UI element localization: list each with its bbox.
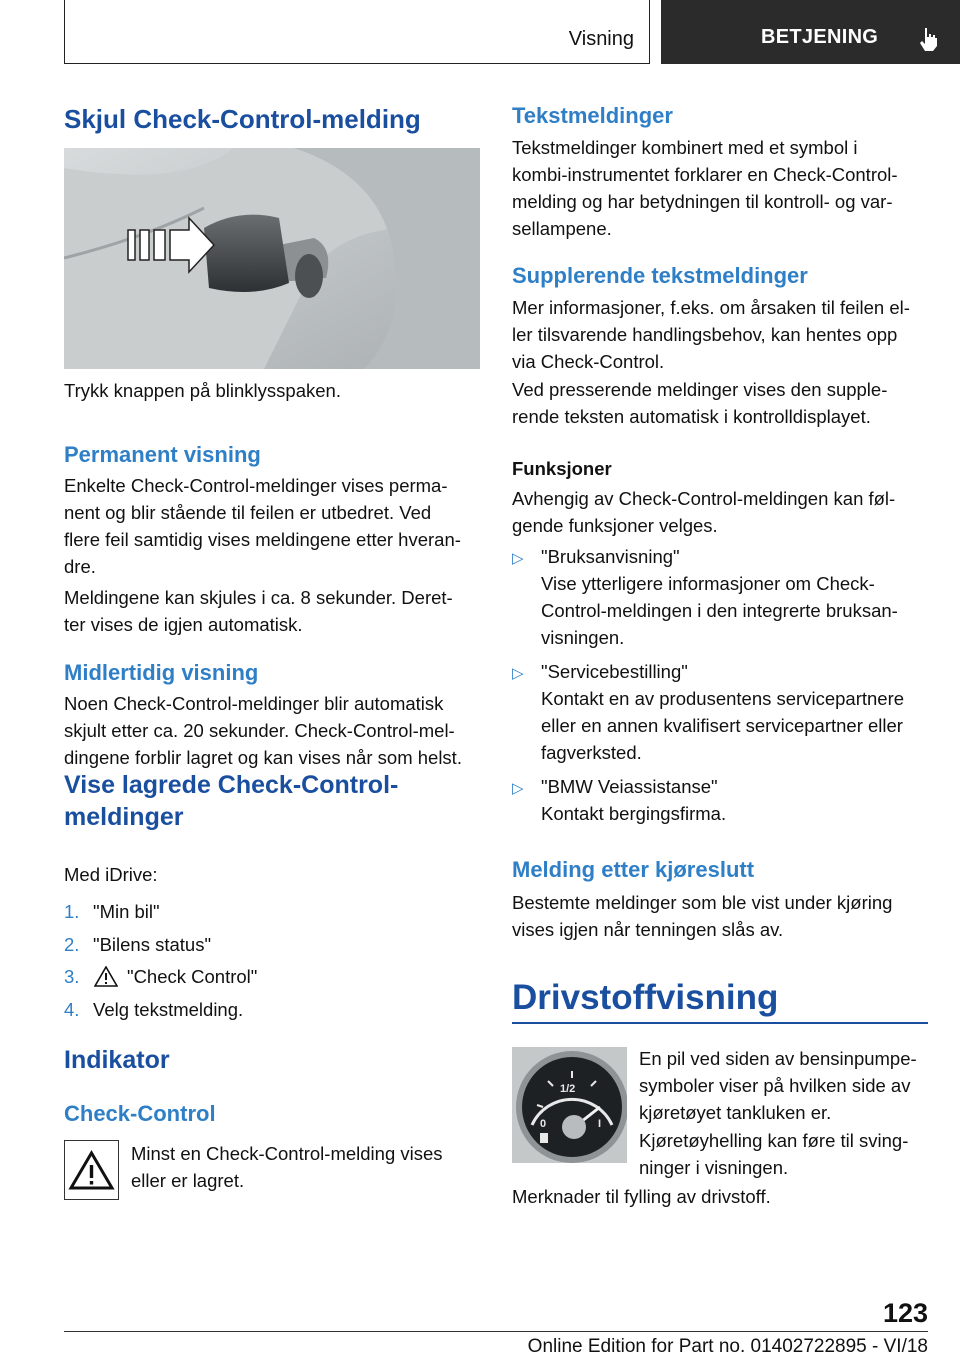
text-line: ninger i visningen. <box>639 1157 789 1178</box>
header-chapter-tab <box>661 0 960 64</box>
heading-check-control: Check-Control <box>64 1101 216 1126</box>
text-line: eller er lagret. <box>131 1170 245 1191</box>
text-line: melding og har betydningen til kontroll- og var- <box>512 191 893 212</box>
heading-text-messages: Tekstmeldinger <box>512 103 673 128</box>
text-line: Mer informasjoner, f.eks. om årsaken til feilen el- <box>512 297 910 318</box>
heading-permanent-display: Permanent visning <box>64 442 261 467</box>
text-line: Meldingene kan skjules i ca. 8 sekunder. Deret- <box>64 587 453 608</box>
paragraph-message-after-trip <box>512 889 892 943</box>
step-number: 4. <box>64 999 80 1020</box>
step-number: 2. <box>64 934 80 955</box>
text-line: flere feil samtidig vises meldingene etter hveran- <box>64 529 461 550</box>
paragraph-idrive: Med iDrive: <box>64 864 158 885</box>
paragraph-supplementary-1 <box>512 294 910 375</box>
text-line: Vise ytterligere informasjoner om Check- <box>541 573 875 594</box>
paragraph-supplementary-2 <box>512 376 887 430</box>
header-section-title: Visning <box>568 28 634 50</box>
header-chapter-label: BETJENING <box>761 26 879 48</box>
text-line: rende teksten automatisk i kontrolldisplayet. <box>512 406 871 427</box>
page-number: 123 <box>882 1298 928 1328</box>
footer-rule <box>64 1331 928 1332</box>
heading-rule <box>512 1022 928 1024</box>
bullet-title: "Servicebestilling" <box>541 661 688 682</box>
warning-triangle-icon <box>65 1141 118 1199</box>
hand-pointer-icon <box>917 26 939 52</box>
header-frame <box>64 0 650 64</box>
text-line: Control-meldingen i den integrerte bruksan- <box>541 600 898 621</box>
text-line: Bestemte meldinger som ble vist under kjøring <box>512 892 893 913</box>
heading-functions: Funksjoner <box>512 458 612 479</box>
fuel-gauge-photo <box>512 1047 627 1163</box>
list-item <box>512 543 928 651</box>
triangle-bullet-icon: ▷ <box>512 780 524 797</box>
heading-supplementary-messages: Supplerende tekstmeldinger <box>512 263 808 288</box>
paragraph-fuel-3: Merknader til fylling av drivstoff. <box>512 1186 771 1207</box>
list-item <box>512 773 928 827</box>
paragraph-fuel-1 <box>639 1045 917 1126</box>
turn-signal-lever-photo <box>64 148 480 369</box>
text-line: ter vises de igjen automatisk. <box>64 614 303 635</box>
heading-indicator: Indikator <box>64 1046 170 1074</box>
text-line: nent og blir stående til feilen er utbedret. Ved <box>64 502 432 523</box>
paragraph-permanent-1 <box>64 472 461 580</box>
heading-show-stored-messages <box>64 769 398 833</box>
text-line: Ved presserende meldinger vises den supple- <box>512 379 888 400</box>
text-line: dingene forblir lagret og kan vises når som helst. <box>64 747 462 768</box>
step-text: "Min bil" <box>93 901 160 922</box>
paragraph-indicator <box>131 1140 443 1194</box>
text-line: symboler viser på hvilken side av <box>639 1075 911 1096</box>
text-line: vises igjen når tenningen slås av. <box>512 919 784 940</box>
step-text: "Bilens status" <box>93 934 212 955</box>
text-line: visningen. <box>541 627 625 648</box>
paragraph-fuel-2 <box>639 1127 908 1181</box>
heading-fuel-display: Drivstoffvisning <box>512 978 779 1017</box>
paragraph-functions <box>512 485 895 539</box>
heading-hide-check-control: Skjul Check-Control-melding <box>64 104 421 134</box>
step-number: 3. <box>64 966 80 987</box>
text-line: Noen Check-Control-meldinger blir automatisk <box>64 693 444 714</box>
text-line: En pil ved siden av bensinpumpe- <box>639 1048 917 1069</box>
text-line: ler tilsvarende handlingsbehov, kan hentes opp <box>512 324 898 345</box>
list-item <box>512 658 928 766</box>
text-line: eller en annen kvalifisert servicepartner eller <box>541 715 903 736</box>
text-line: fagverksted. <box>541 742 642 763</box>
paragraph-temporary <box>64 690 462 771</box>
paragraph-permanent-2 <box>64 584 453 638</box>
caption-hide: Trykk knappen på blinklysspaken. <box>64 380 341 401</box>
text-line: dre. <box>64 556 96 577</box>
text-line: kjøretøyet tankluken er. <box>639 1102 832 1123</box>
heading-temporary-display: Midlertidig visning <box>64 660 259 685</box>
step-text: "Check Control" <box>127 966 258 987</box>
gauge-full-label: I <box>598 1118 602 1130</box>
gauge-empty-label: 0 <box>540 1118 547 1130</box>
text-line: Avhengig av Check-Control-meldingen kan føl- <box>512 488 896 509</box>
text-line: sellampene. <box>512 218 612 239</box>
text-line: kombi-instrumentet forklarer en Check-Control- <box>512 164 898 185</box>
text-line: Minst en Check-Control-melding vises <box>131 1143 443 1164</box>
triangle-bullet-icon: ▷ <box>512 550 524 567</box>
heading-message-after-trip: Melding etter kjøreslutt <box>512 857 755 882</box>
check-control-indicator-box <box>64 1140 119 1200</box>
gauge-half-label: 1/2 <box>560 1083 576 1095</box>
bullet-title: "Bruksanvisning" <box>541 546 680 567</box>
step-number: 1. <box>64 901 80 922</box>
triangle-bullet-icon: ▷ <box>512 665 524 682</box>
text-line: Kontakt en av produsentens servicepartnere <box>541 688 905 709</box>
bullet-title: "BMW Veiassistanse" <box>541 776 718 797</box>
warning-triangle-icon <box>94 966 118 987</box>
step-text: Velg tekstmelding. <box>93 999 244 1020</box>
heading-line: Vise lagrede Check-Control- <box>64 771 399 799</box>
heading-line: meldinger <box>64 803 184 831</box>
text-line: Kjøretøyhelling kan føre til sving- <box>639 1130 909 1151</box>
text-line: Kontakt bergingsfirma. <box>541 803 727 824</box>
paragraph-text-messages <box>512 134 898 242</box>
footer-edition: Online Edition for Part no. 01402722895 - VI/18 <box>527 1336 928 1357</box>
fuel-pump-icon <box>540 1133 548 1143</box>
text-line: Tekstmeldinger kombinert med et symbol i <box>512 137 858 158</box>
text-line: skjult etter ca. 20 sekunder. Check-Control-mel- <box>64 720 455 741</box>
text-line: Enkelte Check-Control-meldinger vises perma- <box>64 475 448 496</box>
text-line: gende funksjoner velges. <box>512 515 718 536</box>
text-line: via Check-Control. <box>512 351 665 372</box>
